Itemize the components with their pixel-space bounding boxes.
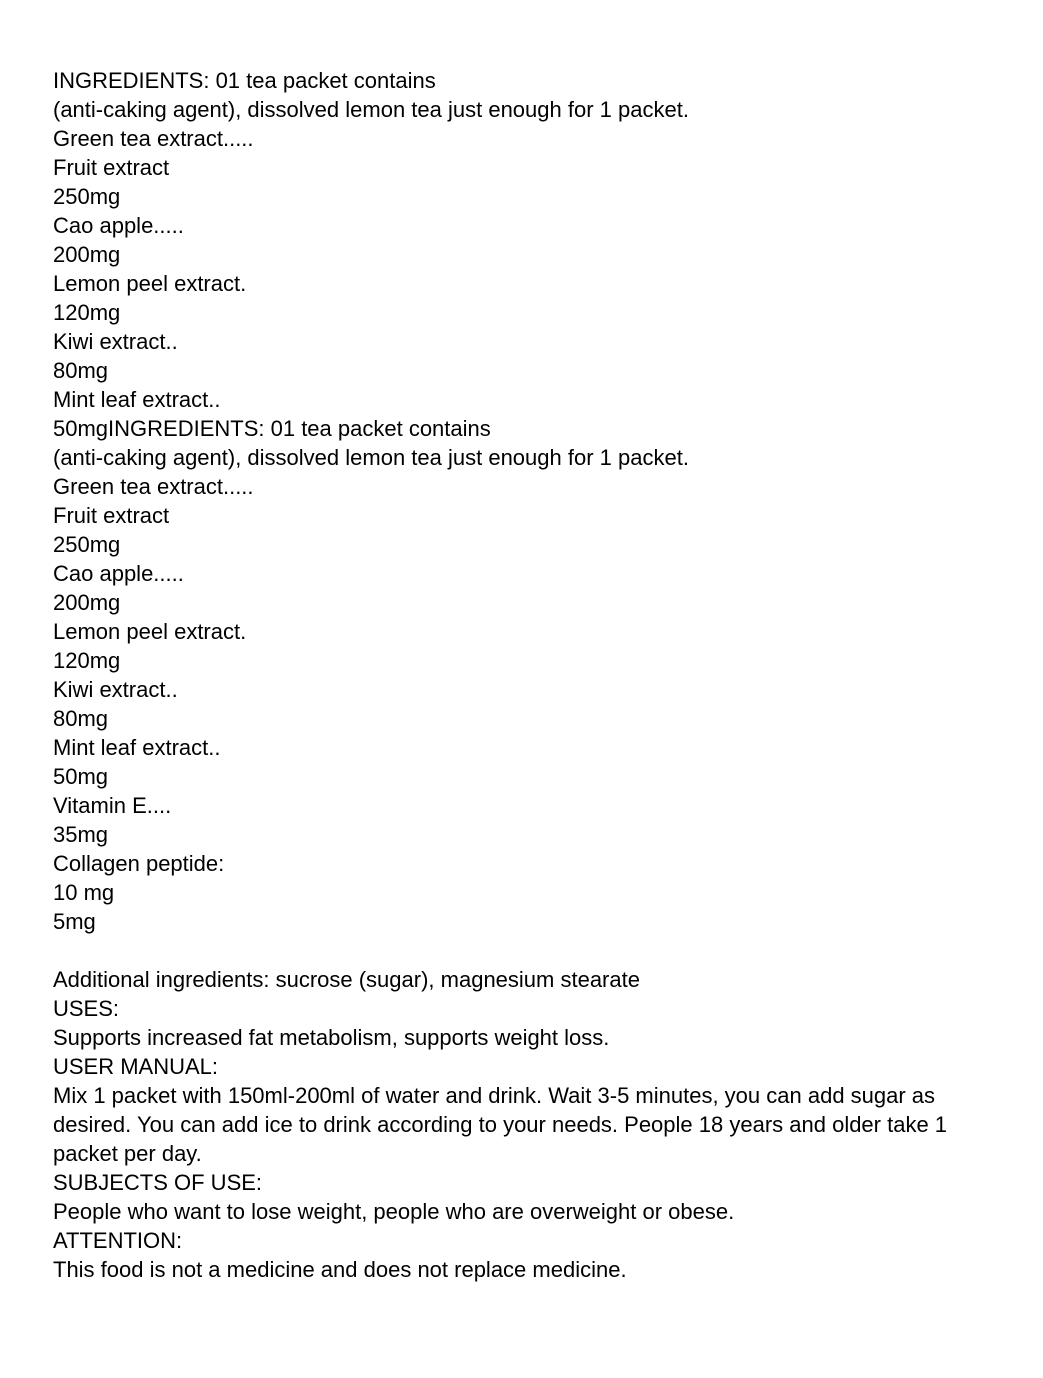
doc-line-250mg: 250mg: [53, 184, 121, 209]
doc-line-250mg-2: 250mg: [53, 532, 121, 557]
doc-line-120mg-2: 120mg: [53, 648, 121, 673]
doc-line-user-manual-text-3: packet per day.: [53, 1141, 202, 1166]
doc-line-collagen-peptide: Collagen peptide:: [53, 851, 225, 876]
doc-line-lemon-peel-extract: Lemon peel extract.: [53, 271, 247, 296]
doc-line-120mg: 120mg: [53, 300, 121, 325]
doc-line-green-tea-extract-2: Green tea extract.....: [53, 474, 254, 499]
doc-line-mint-leaf-extract-2: Mint leaf extract..: [53, 735, 221, 760]
doc-line-35mg: 35mg: [53, 822, 109, 847]
doc-line-user-manual-text-2: desired. You can add ice to drink according to your needs. People 18 years and older take 1: [53, 1112, 948, 1137]
doc-line-green-tea-extract: Green tea extract.....: [53, 126, 254, 151]
doc-line-mint-leaf-extract: Mint leaf extract..: [53, 387, 221, 412]
doc-line-uses-text: Supports increased fat metabolism, supports weight loss.: [53, 1025, 610, 1050]
doc-line-50mg: 50mg: [53, 764, 109, 789]
doc-line-kiwi-extract: Kiwi extract..: [53, 329, 178, 354]
doc-line-10mg: 10 mg: [53, 880, 115, 905]
doc-line-uses-heading: USES:: [53, 996, 120, 1021]
doc-line-fruit-extract: Fruit extract: [53, 155, 170, 180]
doc-line-subjects-of-use-heading: SUBJECTS OF USE:: [53, 1170, 263, 1195]
doc-line-blank: [53, 936, 993, 965]
document-page: [53, 66, 993, 1284]
doc-line-cao-apple-2: Cao apple.....: [53, 561, 184, 586]
doc-line-cao-apple: Cao apple.....: [53, 213, 184, 238]
doc-line-kiwi-extract-2: Kiwi extract..: [53, 677, 178, 702]
doc-line-50mg-ingredients-heading: 50mgINGREDIENTS: 01 tea packet contains: [53, 416, 491, 441]
doc-line-lemon-peel-extract-2: Lemon peel extract.: [53, 619, 247, 644]
doc-line-subjects-of-use-text: People who want to lose weight, people who are overweight or obese.: [53, 1199, 735, 1224]
doc-line-attention-text: This food is not a medicine and does not replace medicine.: [53, 1257, 627, 1282]
doc-line-5mg: 5mg: [53, 909, 96, 934]
doc-line-200mg: 200mg: [53, 242, 121, 267]
doc-line-user-manual-heading: USER MANUAL:: [53, 1054, 219, 1079]
doc-line-80mg: 80mg: [53, 358, 109, 383]
doc-line-anti-caking-2: (anti-caking agent), dissolved lemon tea just enough for 1 packet.: [53, 445, 689, 470]
doc-line-ingredients-heading: INGREDIENTS: 01 tea packet contains: [53, 68, 436, 93]
doc-line-200mg-2: 200mg: [53, 590, 121, 615]
doc-line-vitamin-e: Vitamin E....: [53, 793, 172, 818]
doc-line-additional-ingredients: Additional ingredients: sucrose (sugar), magnesium stearate: [53, 967, 640, 992]
doc-line-attention-heading: ATTENTION:: [53, 1228, 183, 1253]
doc-line-anti-caking: (anti-caking agent), dissolved lemon tea just enough for 1 packet.: [53, 97, 689, 122]
doc-line-80mg-2: 80mg: [53, 706, 109, 731]
doc-line-fruit-extract-2: Fruit extract: [53, 503, 170, 528]
doc-line-user-manual-text-1: Mix 1 packet with 150ml-200ml of water and drink. Wait 3-5 minutes, you can add sugar as: [53, 1083, 936, 1108]
